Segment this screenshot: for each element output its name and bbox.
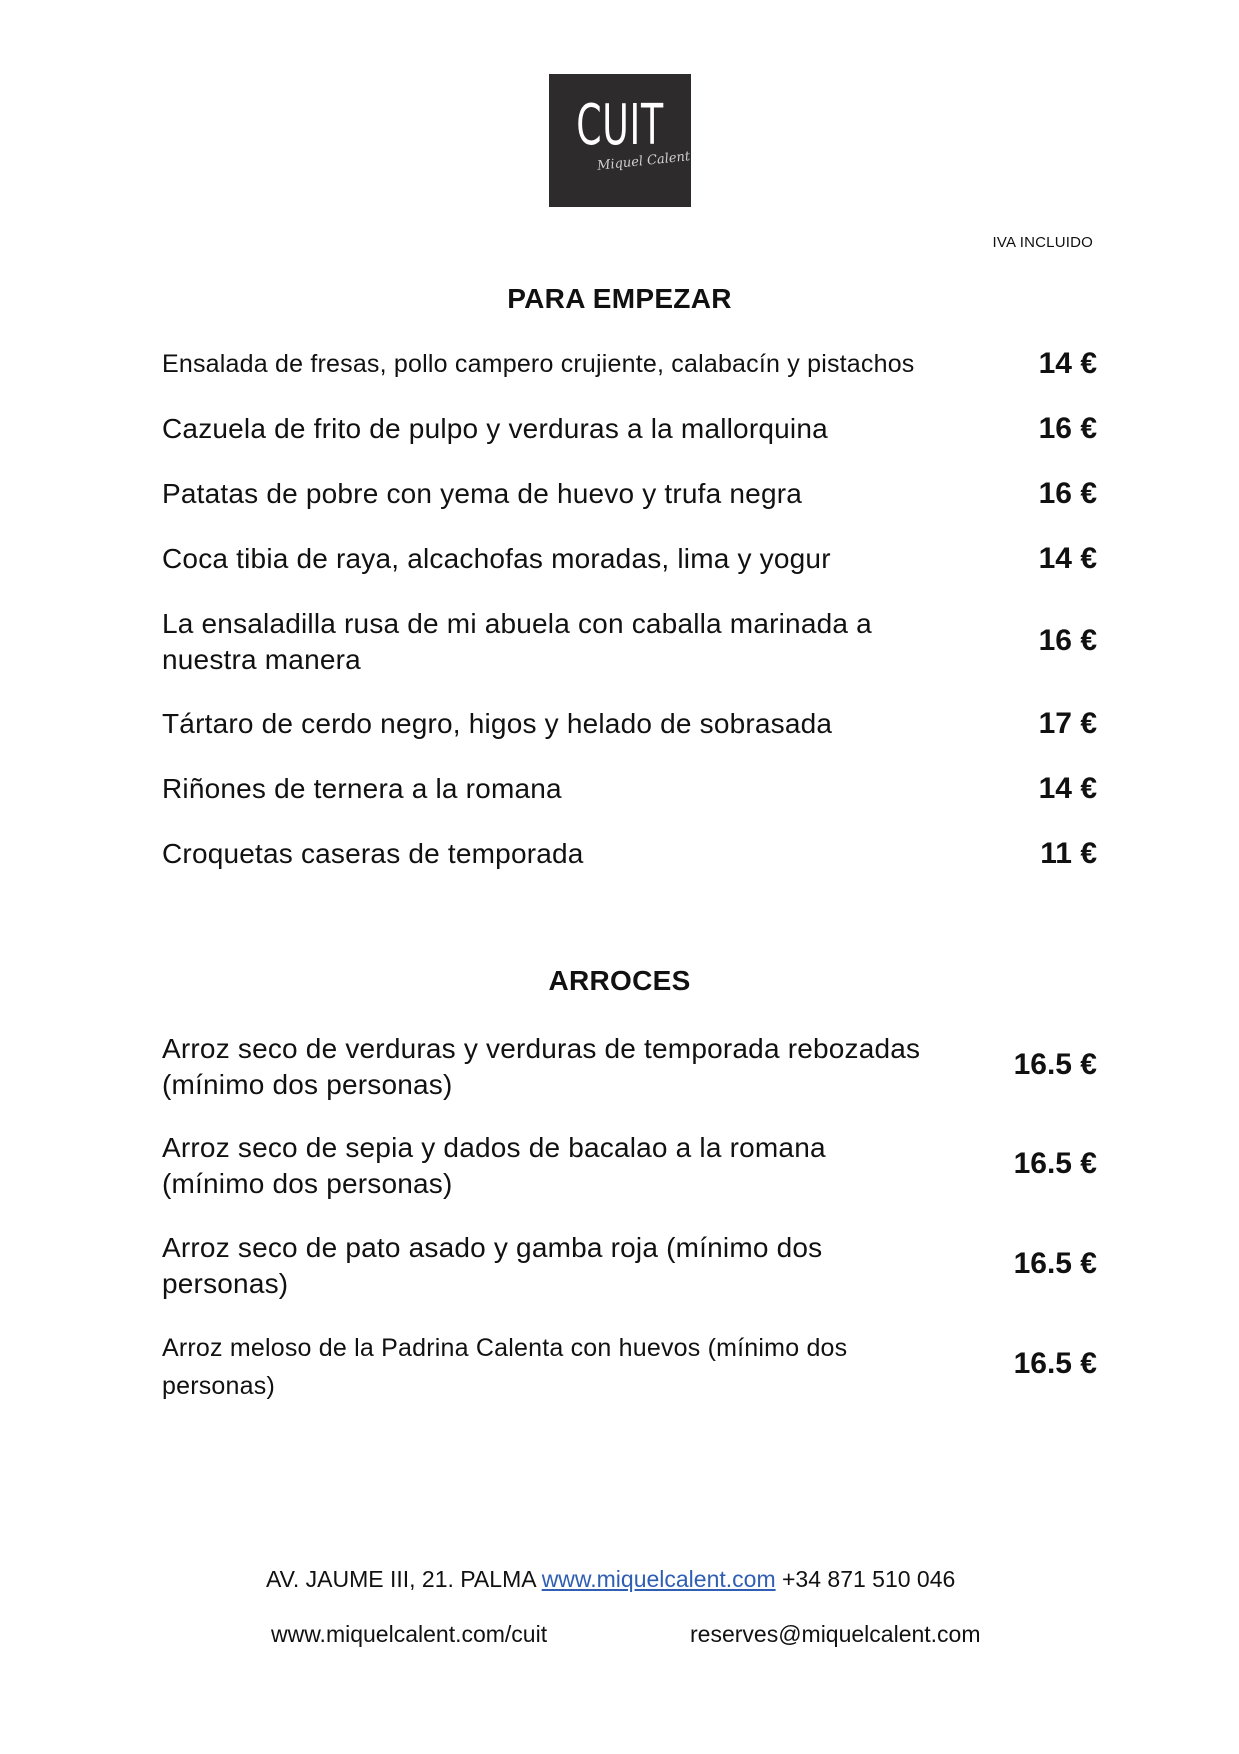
menu-item-price: 16 € <box>1038 412 1097 445</box>
menu-item-name: Arroz meloso de la Padrina Calenta con huevos (mínimo dos personas) <box>162 1334 848 1400</box>
logo-wordmark: CUIT <box>576 93 664 158</box>
menu-item-name: Arroz seco de pato asado y gamba roja (mínimo dos personas) <box>162 1232 823 1299</box>
menu-item-name: Cazuela de frito de pulpo y verduras a la mallorquina <box>162 413 828 444</box>
menu-item-price: 16 € <box>1038 477 1097 510</box>
footer-address: AV. JAUME III, 21. PALMA <box>266 1566 536 1592</box>
menu-item-price: 16.5 € <box>1013 1147 1097 1180</box>
footer-contact-line <box>266 1566 955 1593</box>
menu-item-name: Arroz seco de verduras y verduras de temporada rebozadas (mínimo dos personas) <box>162 1033 921 1100</box>
section-title-para-empezar: PARA EMPEZAR <box>507 283 732 314</box>
footer-cuit-url: www.miquelcalent.com/cuit <box>271 1621 548 1647</box>
cuit-logo <box>549 74 691 207</box>
menu-item-name: Tártaro de cerdo negro, higos y helado de sobrasada <box>162 708 833 739</box>
menu-item-name: Patatas de pobre con yema de huevo y trufa negra <box>162 478 803 509</box>
menu-item-name: La ensaladilla rusa de mi abuela con caballa marinada a nuestra manera <box>162 608 872 675</box>
footer-phone: +34 871 510 046 <box>782 1566 956 1592</box>
menu-item-name: Riñones de ternera a la romana <box>162 773 562 804</box>
menu-item-name: Coca tibia de raya, alcachofas moradas, lima y yogur <box>162 543 831 574</box>
section-title-arroces: ARROCES <box>548 965 691 996</box>
menu-item-price: 16.5 € <box>1013 1048 1097 1081</box>
menu-item-price: 11 € <box>1040 837 1097 870</box>
menu-item-name: Croquetas caseras de temporada <box>162 838 584 869</box>
menu-item-price: 14 € <box>1038 772 1097 805</box>
menu-item-price: 14 € <box>1038 542 1097 575</box>
menu-item-price: 16.5 € <box>1013 1347 1097 1380</box>
logo-signature: Miquel Calent <box>596 149 691 174</box>
menu-item-price: 17 € <box>1038 707 1097 740</box>
menu-item-name: Arroz seco de sepia y dados de bacalao a la romana (mínimo dos personas) <box>162 1132 826 1199</box>
menu-item-name: Ensalada de fresas, pollo campero crujiente, calabacín y pistachos <box>162 350 915 378</box>
tax-note: IVA INCLUIDO <box>992 234 1093 251</box>
menu-item-price: 16 € <box>1038 624 1097 657</box>
footer-email: reserves@miquelcalent.com <box>690 1621 981 1647</box>
footer-website-link[interactable]: www.miquelcalent.com <box>541 1566 776 1592</box>
menu-item-price: 14 € <box>1038 347 1097 380</box>
menu-item-price: 16.5 € <box>1013 1247 1097 1280</box>
